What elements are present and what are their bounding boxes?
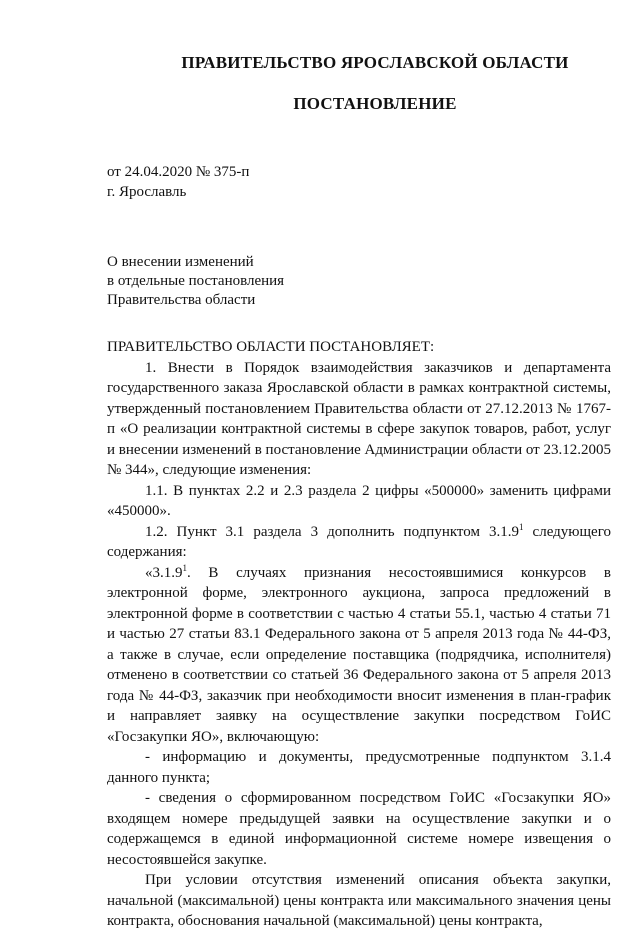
document-type-heading: ПОСТАНОВЛЕНИЕ: [293, 94, 457, 113]
paragraph-last: При условии отсутствия изменений описания объекта закупки, начальной (максимальной) цены контракта или максимального значения цены контракта, обоснования начальной (максимальной) цены контракта,: [107, 872, 611, 929]
document-body: [107, 337, 611, 932]
preamble: ПРАВИТЕЛЬСТВО ОБЛАСТИ ПОСТАНОВЛЯЕТ:: [107, 339, 435, 355]
paragraph-3-1-9: [107, 563, 611, 748]
paragraph-1-2-text: 1.2. Пункт 3.1 раздела 3 дополнить подпунктом 3.1.9: [145, 523, 520, 540]
superscript: 1: [519, 521, 524, 532]
subject-line-3: Правительства области: [107, 292, 256, 308]
paragraph-1-1: 1.1. В пунктах 2.2 и 2.3 раздела 2 цифры «500000» заменить цифрами «450000».: [107, 482, 611, 519]
city: г. Ярославль: [107, 184, 187, 200]
paragraph-1-2-tail: следующего содержания:: [107, 523, 611, 560]
list-item: - сведения о сформированном посредством ГоИС «Госзакупки ЯО» входящем номере предыдущей заявки на осуществление закупки и о содержащемся в единой информационной системе номере извещения о несостоявшейся закупке.: [107, 790, 611, 868]
subject-line-2: в отдельные постановления: [107, 273, 285, 289]
superscript: 1: [182, 562, 187, 573]
list-item: - информацию и документы, предусмотренные подпунктом 3.1.4 данного пункта;: [107, 749, 611, 786]
organization-heading: ПРАВИТЕЛЬСТВО ЯРОСЛАВСКОЙ ОБЛАСТИ: [181, 53, 569, 72]
date-number: от 24.04.2020 № 375-п: [107, 164, 250, 180]
subject-line-1: О внесении изменений: [107, 254, 254, 270]
clause-number: «3.1.9: [145, 564, 183, 581]
paragraph-1: 1. Внести в Порядок взаимодействия заказчиков и департамента государственного заказа Ярославской области в рамках контрактной системы, утвержденный постановлением Правительства области от 27.12.2013 № 1767-п «О реализации контрактной системы в сфере закупок товаров, работ, услуг и внесении изменений в постановление Администрации области от 23.12.2005 № 344», следующие изменения:: [107, 359, 611, 478]
clause-text: . В случаях признания несостоявшимися конкурсов в электронной форме, электронного аукциона, запроса предложений в электронной форме в соответствии с частью 4 статьи 55.1, частью 4 статьи 71 и частью 27 статьи 83.1 Федерального закона от 5 апреля 2013 года № 44-ФЗ, а также в случае, если определение поставщика (подрядчика, исполнителя) отменено в соответствии со статьей 36 Федерального закона от 5 апреля 2013 года № 44-ФЗ, заказчик при необходимости вносит изменения в план-график и направляет заявку на осуществление закупки посредством ГоИС «Госзакупки ЯО», включающую:: [107, 564, 611, 745]
paragraph-1-2: [107, 522, 611, 563]
